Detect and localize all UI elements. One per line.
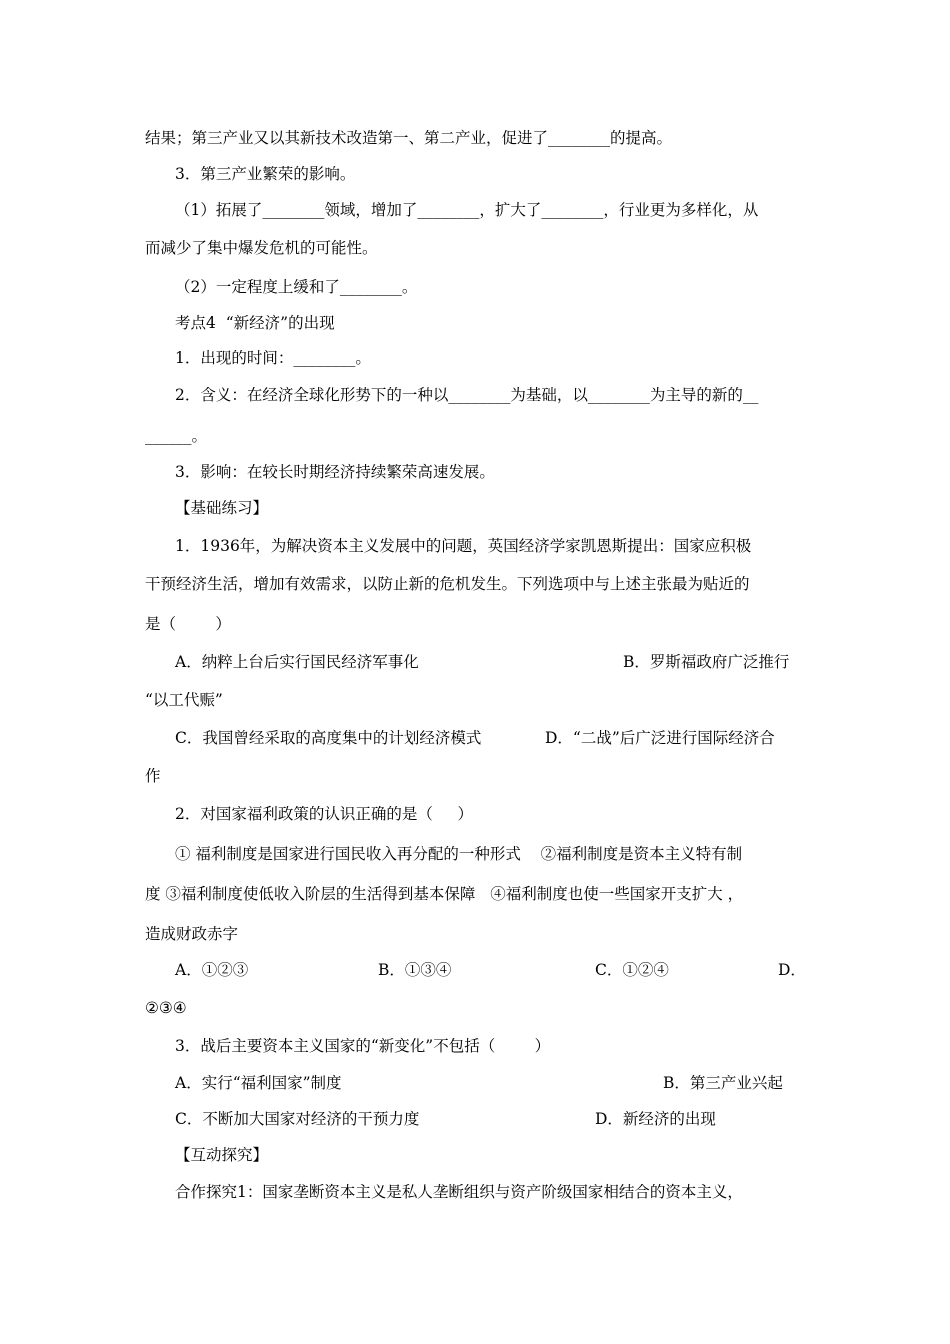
text-line: 合作探究1：国家垄断资本主义是私人垄断组织与资产阶级国家相结合的资本主义， [175,1183,743,1201]
option-b: B．①③④ [378,961,452,979]
question-text: ① 福利制度是国家进行国民收入再分配的一种形式 ②福利制度是资本主义特有制 [175,845,743,863]
question-text: 造成财政赤字 [145,925,239,943]
section-heading: 考点4 “新经济”的出现 [175,314,335,332]
option-a: A．实行“福利国家”制度 [175,1074,342,1092]
section-heading: 【互动探究】 [175,1146,269,1164]
text-line: 而减少了集中爆发危机的可能性。 [145,239,378,257]
option-c: C．①②④ [595,961,669,979]
option-b: B．罗斯福政府广泛推行 [623,653,790,671]
text-line: 3．影响：在较长时期经济持续繁荣高速发展。 [175,463,495,481]
option-c: C．不断加大国家对经济的干预力度 [175,1110,420,1128]
text-line: （1）拓展了________领域，增加了________，扩大了________，行业更为多样化，从 [175,201,759,219]
option-b: B．第三产业兴起 [663,1074,783,1092]
text-line: （2）一定程度上缓和了________。 [175,278,418,296]
question-text: 1．1936年，为解决资本主义发展中的问题，英国经济学家凯恩斯提出：国家应积极 [175,537,752,555]
option-d: D．“二战”后广泛进行国际经济合 [545,729,775,747]
question-text: 2．对国家福利政策的认识正确的是（ ） [175,805,473,823]
text-line: 2．含义：在经济全球化形势下的一种以________为基础，以________为主导的新的__ [175,386,759,404]
text-line: 3．第三产业繁荣的影响。 [175,165,356,183]
text-line: 1．出现的时间：________。 [175,349,371,367]
text-line: ______。 [145,427,208,445]
option-b-cont: “以工代赈” [145,691,223,709]
question-text: 干预经济生活，增加有效需求，以防止新的危机发生。下列选项中与上述主张最为贴近的 [145,575,750,593]
section-heading: 【基础练习】 [175,499,269,517]
option-a: A．纳粹上台后实行国民经济军事化 [175,653,419,671]
option-d: D．新经济的出现 [595,1110,716,1128]
option-c: C．我国曾经采取的高度集中的计划经济模式 [175,729,482,747]
question-text: 是（ ） [145,615,231,633]
option-d-cont: 作 [145,767,161,785]
question-text: 3．战后主要资本主义国家的“新变化”不包括（ ） [175,1037,551,1055]
option-d: D． [778,961,806,979]
question-text: 度 ③福利制度使低收入阶层的生活得到基本保障 ④福利制度也使一些国家开支扩大 ， [145,885,744,903]
option-a: A．①②③ [175,961,249,979]
text-line: 结果；第三产业又以其新技术改造第一、第二产业，促进了________的提高。 [145,129,673,147]
option-d-cont: ②③④ [145,999,187,1017]
